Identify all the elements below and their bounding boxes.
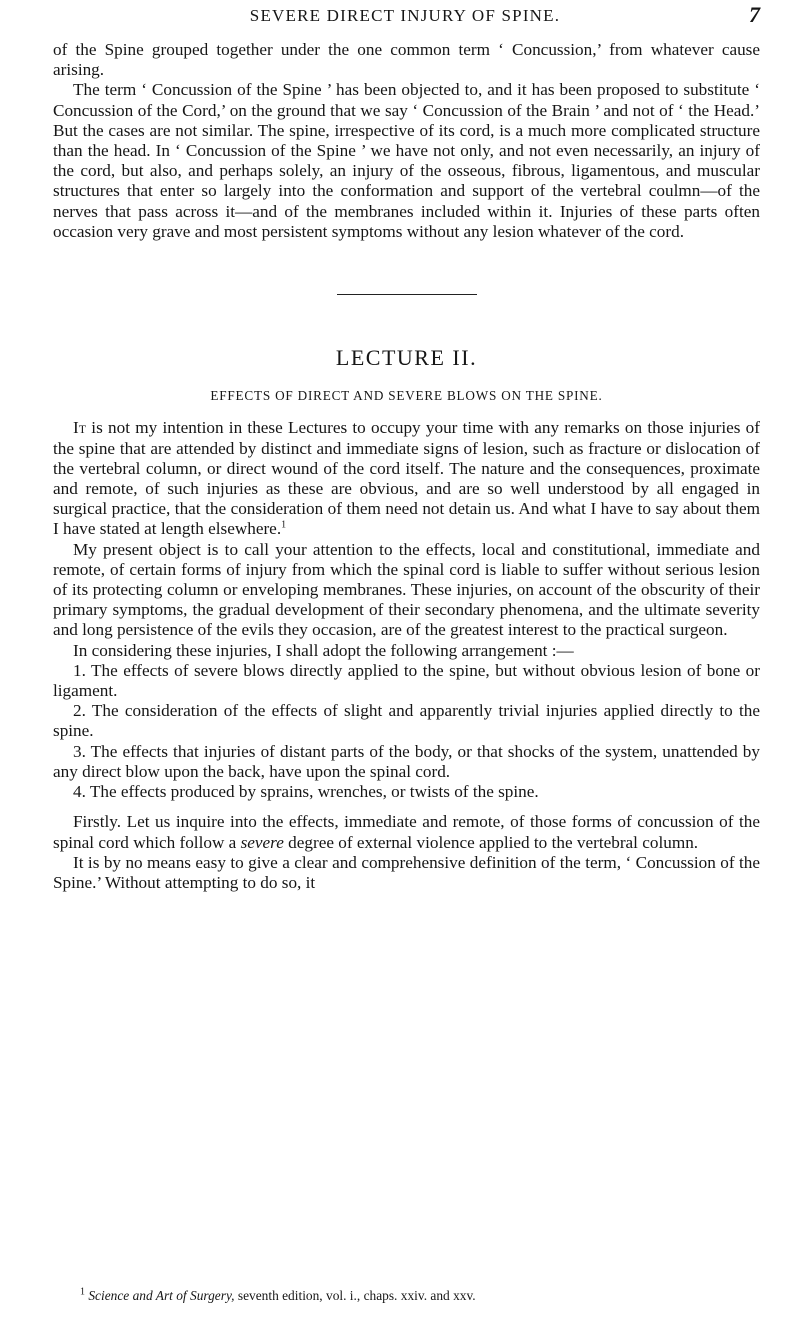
paragraph-firstly-text: Firstly. Let us inquire into the effects, immediate and remote, of those forms of concussion of the spinal cord which follow a <box>53 812 760 852</box>
paragraph-firstly <box>53 812 760 852</box>
footnote-text: seventh edition, vol. i., chaps. xxiv. and xxv. <box>234 1288 476 1303</box>
list-item: 2. The consideration of the effects of slight and apparently trivial injuries applied directly to the spine. <box>53 701 760 741</box>
lecture-title: LECTURE II. <box>335 345 478 371</box>
paragraph-intention-text: is not my intention in these Lectures to occupy your time with any remarks on those injuries of the spine that are attended by distinct and immediate signs of lesion, such as fracture or dislocation of the vertebral column, or direct wound of the cord itself. The nature and the consequences, proximate and remote, of such injuries as these are obvious, and are so well understood by all engaged in surgical practice, that the consideration of them need not detain us. And what I have to say about them I have stated at length elsewhere. <box>53 418 760 539</box>
body-text <box>53 40 760 893</box>
footnote-marker: 1 <box>80 1286 85 1298</box>
paragraph-present-object: My present object is to call your attention to the effects, local and constitutional, immediate and remote, of certain forms of injury from which the spinal cord is liable to suffer without serious lesion of its protecting column or enveloping membranes. These injuries, on account of the obscurity of their primary symptoms, the gradual development of their secondary phenomena, and the ultimate severity and long persistence of the evils they occasion, are of the greatest interest to the practical surgeon. <box>53 539 760 640</box>
footnote <box>80 1288 760 1304</box>
footnote-work-title: Science and Art of Surgery, <box>88 1288 235 1303</box>
page-number: 7 <box>749 2 760 27</box>
running-title: SEVERE DIRECT INJURY OF SPINE. <box>249 6 561 25</box>
list-item: 4. The effects produced by sprains, wrenches, or twists of the spine. <box>73 782 539 802</box>
lead-word: It <box>73 418 87 438</box>
paragraph-arrangement: In considering these injuries, I shall adopt the following arrangement :— <box>73 640 574 660</box>
paragraph-intention <box>53 418 760 539</box>
lecture-subtitle: EFFECTS OF DIRECT AND SEVERE BLOWS ON THE SPINE. <box>210 388 603 404</box>
paragraph-firstly-text-end: degree of external violence applied to the vertebral column. <box>283 832 699 852</box>
paragraph-concussion-term: The term ‘ Concussion of the Spine ’ has been objected to, and it has been proposed to substitute ‘ Concussion of the Cord,’ on the ground that we say ‘ Concussion of the Brain ’ and not of ‘ the Head.’ But the cases are not similar. The spine, irrespective of its cord, is a much more complicated structure than the head. In ‘ Concussion of the Spine ’ we have not only, and not even necessarily, an injury of the cord, but also, and perhaps solely, an injury of the osseous, fibrous, ligamentous, and muscular structures that enter so largely into the conformation and support of the vertebral coulmn—of the nerves that pass across it—and of the membranes included within it. Injuries of these parts often occasion very grave and most persistent symptoms without any lesion whatever of the cord. <box>53 80 760 241</box>
paragraph-continued: of the Spine grouped together under the one common term ‘ Concussion,’ from whatever cause arising. <box>53 40 760 80</box>
list-item: 1. The effects of severe blows directly applied to the spine, but without obvious lesion of bone or ligament. <box>53 660 760 701</box>
emphasis-severe: severe <box>240 832 284 852</box>
footnote-reference: 1 <box>281 519 287 531</box>
section-divider-rule <box>337 294 477 295</box>
running-head <box>60 2 760 36</box>
paragraph-definition: It is by no means easy to give a clear and comprehensive definition of the term, ‘ Concussion of the Spine.’ Without attempting to do so, it <box>53 852 760 892</box>
list-item: 3. The effects that injuries of distant parts of the body, or that shocks of the system, unattended by any direct blow upon the back, have upon the spinal cord. <box>53 741 760 781</box>
